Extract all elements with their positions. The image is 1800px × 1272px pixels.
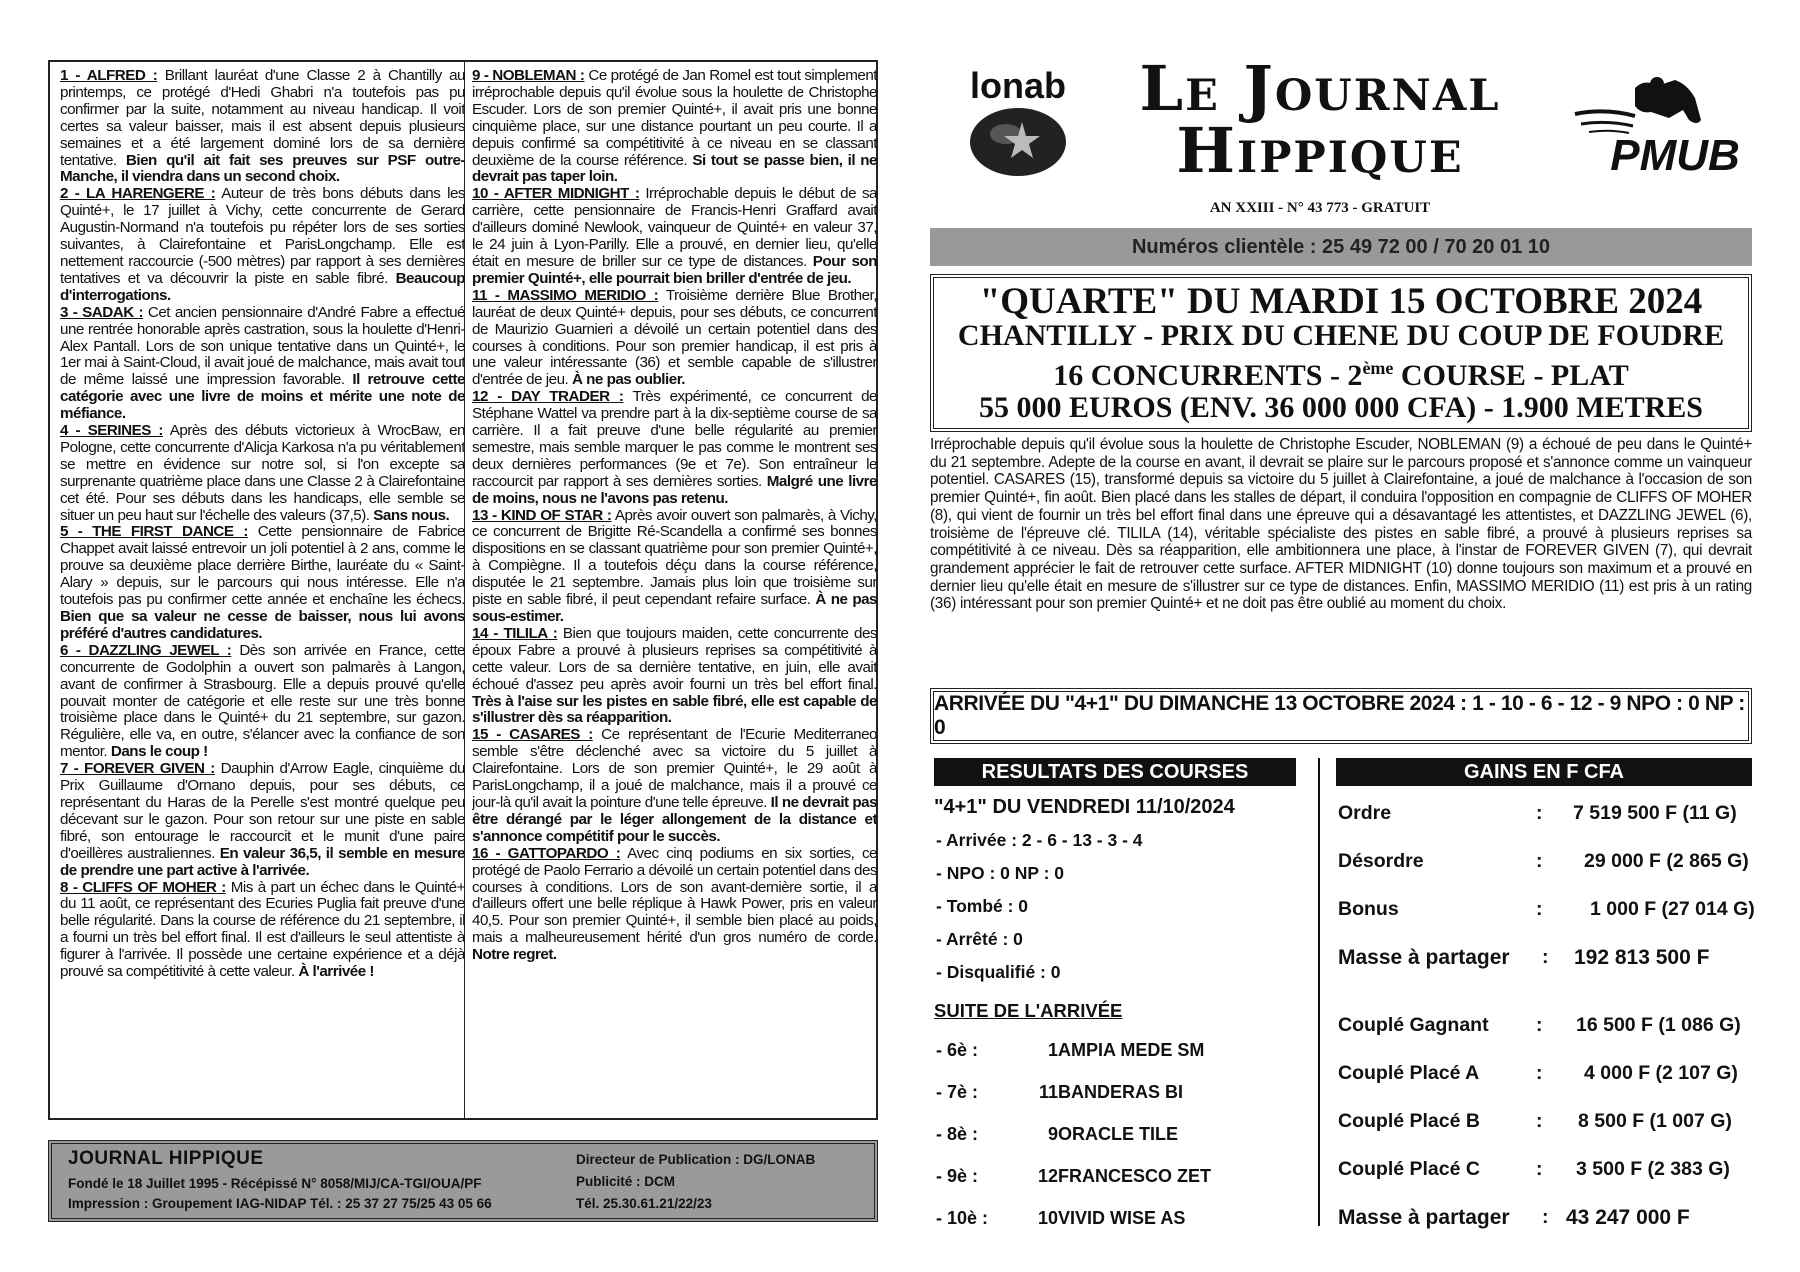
horse-verdict: À ne pas oublier. [571,371,685,389]
horse-comment: Avec cinq podiums en six sorties, ce protégé de Paolo Ferrario a dévoilé un certain potentiel dans des courses à conditions. Lors de son avant-dernière sortie, il a d'ailleurs offert une belle réplique à Hawk Power, pris en valeur 40,5. Pour son premier Quinté+, il semble bien placé au poids, mais a malheureusement hérité d'un gros numéro de corde. [472,844,877,947]
lonab-logo [960,64,1080,180]
footer-title: JOURNAL HIPPIQUE [68,1148,264,1169]
horse-comment: Auteur de très bons débuts dans les Quinté+, le 17 juillet à Vichy, cette concurrente de Gerard Augustin-Normand n'a toutefois pu répéter lors de ses sorties suivantes, à Clairefontaine et ParisLongchamp. Elle est nettement raccourcie (-500 mètres) par rapport à ses dernières tentatives et va découvrir la piste en sable fibré. [60,185,465,287]
gain-row: Désordre : 29 000 F (2 865 G) [1338,850,1749,872]
result-line: - Arrêté : 0 [936,929,1023,949]
suite-number: 9 [1047,1124,1058,1144]
publication-footer [48,1140,878,1222]
result-line: - Arrivée : 2 - 6 - 13 - 3 - 4 [936,830,1143,850]
pmub-logo-text: PMUB [1610,131,1740,180]
issue-line: AN XXIII - N° 43 773 - GRATUIT [1209,200,1431,216]
masthead-title [1090,52,1550,187]
suite-horse: AMPIA MEDE SM [1058,1040,1205,1060]
horse-comment: Dauphin d'Arrow Eagle, cinquième du Prix Guillaume d'Ornano depuis, pour ses débuts, ce représentant du Haras de la Perelle s'est montré quelque peu décevant sur le gazon. Pour son retour sur une piste en sable fibré, son entourage le raccourcit et le munit d'une paire d'oeillères australiennes. [60,760,465,862]
headline-prize: 55 000 EUROS (ENV. 36 000 000 CFA) - 1.900 METRES [979,391,1703,424]
horse-verdict: Sans nous. [373,506,450,524]
gain-value: 3 500 F (2 383 G) [1576,1158,1730,1180]
gain-value: 16 500 F (1 086 G) [1576,1014,1741,1036]
horse-comment: Ce protégé de Jan Romel est tout simplement irréprochable depuis qu'il évolue sous la houlette de Christophe Escuder. Lors de son premier Quinté+, il avait pris une bonne cinquième place, sur une distance pourtant un peu courte. Il a depuis confirmé sa compétitivité à ce niveau en se classant deuxième de la course référence. [472,68,877,169]
suite-horse: BANDERAS BI [1058,1082,1184,1102]
gain-row: Couplé Placé B : 8 500 F (1 007 G) [1338,1110,1732,1132]
horse-verdict: Malgré une livre de moins, nous ne l'avons pas retenu. [472,472,877,507]
race-headline-box [930,274,1752,432]
horse-name: 5 - THE FIRST DANCE : [60,523,248,541]
horse-entry [472,186,877,287]
gains-header: GAINS EN F CFA [1336,758,1752,786]
horse-comment: Après des débuts victorieux à WrocBaw, en Pologne, cette concurrente d'Alicja Karkosa n'a pu véritablement se mettre en évidence sur notre sol, si l'on excepte sa surprenante quatrième place dans une Classe 2 à Clairefontaine cet été. Pour ses débuts dans les handicaps, elle semble se situer un peu haut sur l'échelle des valeurs (37,5). [60,422,465,524]
race-summary: Irréprochable depuis qu'il évolue sous la houlette de Christophe Escuder, NOBLEMAN (9) a échoué de peu dans le Quinté+ du 21 septembre. Adepte de la course en avant, il devrait se plaire sur le parcours proposé et s'annonce comme un vainqueur potentiel. CASARES (15), transformé depuis sa victoire du 5 juillet à Clairefontaine, a joué de malchance à l'occasion de son premier Quinté+, fin août. Bien placé dans les stalles de départ, il conduira l'opposition en compagnie de CLIFFS OF MOHER (8), qui vient de fournir un très bel effort final dans une épreuve qui a désavantagé les attentistes, et DAZZLING JEWEL (6), troisième de l'épreuve clé. TILILA (14), véritable spécialiste des pistes en sable fibré, a prouvé à plusieurs reprises sa compétitivité à ce niveau. Dès sa réapparition, elle ambitionnera une place, à l'instar de FOREVER GIVEN (7), qui devrait grandement apprécier le fait de retrouver cette surface. AFTER MIDNIGHT (10) donne toujours son maximum et a prouvé en dernier lieu qu'elle était en mesure de s'illustrer sur ce type de distances. Enfin, MASSIMO MERIDIO (11) est pris à un rating (36) intéressant pour son premier Quinté+ et ne doit pas être oublié au moment du choix. [930,436,1752,613]
horse-name: 7 - FOREVER GIVEN : [60,760,215,778]
suite-rank: - 10è : [936,1208,989,1228]
horse-verdict: À l'arrivée ! [298,963,374,981]
result-line: - NPO : 0 NP : 0 [936,863,1065,883]
horse-verdict: Dans le coup ! [110,743,208,761]
gain-value: 192 813 500 F [1574,946,1710,969]
results-subtitle: "4+1" DU VENDREDI 11/10/2024 [934,796,1235,818]
horse-verdict: Notre regret. [472,946,557,964]
horse-comment: Brillant lauréat d'une Classe 2 à Chantilly au printemps, ce protégé d'Hedi Ghabri n'a toutefois pas pu confirmer par la suite, notamment au niveau handicap. Il voit certes sa valeur baisser, mais il est absent depuis plusieurs semaines et a été largement dominé lors de sa dernière tentative. [60,68,465,169]
masthead-title-line2: Hippique [1176,114,1464,187]
gain-row: Ordre : 7 519 500 F (11 G) [1338,802,1737,824]
horse-entry [472,389,877,507]
horse-comment: Ce représentant de l'Ecurie Mediterraneo semble s'être déclenché avec sa victoire du 5 juillet à Clairefontaine. Lors de son premier Quinté+, le 29 août à ParisLongchamp, il a joué de malchance, mais il a prouvé ce jour-là qu'il avait la pointure d'une telle épreuve. [472,726,877,811]
horse-verdict: En valeur 36,5, il semble en mesure de prendre une part active à l'arrivée. [60,844,465,879]
horse-commentary-box [48,60,878,1120]
suite-rank: - 7è : [936,1082,979,1102]
footer-advertising: Publicité : DCM [576,1174,676,1189]
gain-value: 8 500 F (1 007 G) [1578,1110,1732,1132]
horse-name: 16 - GATTOPARDO : [472,844,621,862]
gain-value: 7 519 500 F (11 G) [1573,802,1737,824]
headline-race-name: CHANTILLY - PRIX DU CHENE DU COUP DE FOUDRE [957,319,1725,352]
masthead-title-line1: Le Journal [1139,52,1501,125]
horse-entry [60,305,465,423]
gain-row: Bonus : 1 000 F (27 014 G) [1338,898,1755,920]
suite-horse: VIVID WISE AS [1058,1208,1186,1228]
horse-verdict: Beaucoup d'interrogations. [60,269,465,304]
footer-printing: Impression : Groupement IAG-NIDAP Tél. : 25 37 27 75/25 43 05 66 [68,1196,492,1211]
horse-entry [60,524,465,642]
suite-rank: - 6è : [936,1040,979,1060]
pmub-logo [1565,70,1755,190]
gain-value: 43 247 000 F [1566,1206,1690,1229]
horse-entry [472,288,877,389]
horse-name: 12 - DAY TRADER : [472,388,624,406]
horse-comment: Bien que toujours maiden, cette concurrente des époux Fabre a prouvé à plusieurs reprises sa compétitivité à cette valeur. Lors de sa dernière tentative, en juin, elle avait échoué d'assez peu après avoir fourni un très bel effort final. [472,624,877,693]
horse-name: 8 - CLIFFS OF MOHER : [60,878,226,896]
gain-label: Désordre [1338,850,1424,872]
client-numbers-bar: Numéros clientèle : 25 49 72 00 / 70 20 01 10 [930,228,1752,266]
headline-runners: 16 CONCURRENTS - 2ème COURSE - PLAT [1053,358,1629,392]
horse-verdict: Bien que sa valeur ne cesse de baisser, nous lui avons préféré d'autres candidatures. [60,608,465,642]
horse-entry [60,880,465,981]
horse-comment: Mis à part un échec dans le Quinté+ du 11 août, ce représentant des Ecuries Puglia fait preuve d'une belle régularité. Dans la course de référence du 21 septembre, il a fourni un très bel effort final. Il est d'ailleurs le seul attentiste à figurer à l'arrivée. Il possède une certaine expérience et a déjà prouvé sa compétitivité à cette valeur. [60,878,465,981]
headline-quarte: "QUARTE" DU MARDI 15 OCTOBRE 2024 [979,281,1703,322]
result-line: - Disqualifié : 0 [936,962,1061,982]
suite-number: 1 [1047,1040,1058,1060]
gain-label: Masse à partager [1338,1206,1510,1229]
horse-name: 3 - SADAK : [60,303,144,321]
horse-verdict: Pour son premier Quinté+, elle pourrait bien briller d'entrée de jeu. [472,252,877,287]
suite-horse: FRANCESCO ZET [1058,1166,1211,1186]
horse-name: 6 - DAZZLING JEWEL : [60,641,232,659]
suite-number: 10 [1037,1208,1058,1228]
result-line: - Tombé : 0 [936,896,1029,916]
horse-comment: Très expérimenté, ce concurrent de Stéphane Wattel va prendre part à la dix-septième course de sa carrière. Il a fait preuve d'une belle régularité au premier semestre, mais semble marquer le pas comme le montrent ses deux dernières performances (9e et 7e). Son entraîneur le raccourcit par rapport à ses dernières sorties. [472,388,877,490]
horse-name: 2 - LA HARENGERE : [60,185,216,203]
horse-comment: Irréprochable depuis le début de sa carrière, cette pensionnaire de Francis-Henri Graffard avait d'ailleurs dominé Newlook, vainqueur de Quinté+ en valeur 37, le 24 juin à Lyon-Parilly. Elle a prouvé, en dernier lieu, qu'elle était en mesure de briller sur ce type de distances. [472,185,877,270]
horse-entry [472,846,877,964]
gain-label: Bonus [1338,898,1399,920]
horse-name: 1 - ALFRED : [60,68,158,84]
suite-rank: - 9è : [936,1166,979,1186]
suite-row [936,1040,1316,1062]
horse-entry [60,68,465,186]
horse-name: 9 - NOBLEMAN : [472,68,585,84]
horse-entry [472,508,877,626]
horse-entry [60,761,465,879]
gain-row: Masse à partager : 192 813 500 F [1338,946,1710,969]
gain-row: Couplé Gagnant : 16 500 F (1 086 G) [1338,1014,1741,1036]
gain-label: Couplé Placé C [1338,1158,1480,1180]
results-divider [1318,758,1320,1226]
horse-verdict: Très à l'aise sur les pistes en sable fibré, elle est capable de s'illustrer dès sa réapparition. [472,692,877,727]
gain-label: Couplé Gagnant [1338,1014,1489,1036]
suite-row [936,1082,1316,1104]
gain-label: Couplé Placé B [1338,1110,1480,1132]
horse-name: 11 - MASSIMO MERIDIO : [472,286,659,304]
gain-row: Couplé Placé A : 4 000 F (2 107 G) [1338,1062,1738,1084]
footer-director: Directeur de Publication : DG/LONAB [576,1152,816,1167]
horse-verdict: Il ne devrait pas être dérangé par le léger allongement de la distance et s'annonce compétitif pour le succès. [472,793,877,845]
gain-row: Couplé Placé C : 3 500 F (2 383 G) [1338,1158,1730,1180]
horse-entry [472,626,877,727]
horse-comment: Cet ancien pensionnaire d'André Fabre a effectué une rentrée honorable après castration, sous la houlette d'Henri-Alex Pantall. Lors de son unique tentative dans un Quinté+, le 1er mai à Saint-Cloud, il avait joué de malchance, mais avait tout de même laissé une impression favorable. [60,303,465,389]
footer-phone: Tél. 25.30.61.21/22/23 [576,1196,712,1211]
suite-title: SUITE DE L'ARRIVÉE [934,1000,1123,1021]
horse-verdict: Bien qu'il ait fait ses preuves sur PSF outre-Manche, il viendra dans un second choix. [60,151,465,186]
horse-verdict: Si tout se passe bien, il ne devrait pas taper loin. [472,151,877,186]
horse-entry [60,643,465,761]
horse-comment: Après avoir ouvert son palmarès, à Vichy, ce concurrent de Brigitte Ré-Scandella a confirmé ses bonnes dispositions en se classant quatrième pour son premier Quinté+, à Compiègne. Il a toutefois déçu dans la course référence, disputée le 21 septembre. Jamais plus loin que troisième sur piste en sable fibré, il peut cependant refaire surface. [472,506,877,609]
results-header: RESULTATS DES COURSES [934,758,1296,786]
gain-value: 4 000 F (2 107 G) [1584,1062,1738,1084]
horse-verdict: À ne pas sous-estimer. [472,591,877,625]
gain-row: Masse à partager : 43 247 000 F [1338,1206,1690,1229]
horse-comment: Troisième derrière Blue Brother, lauréat de deux Quinté+ depuis, pour ses débuts, ce concurrent de Maurizio Guarnieri a dévoilé un certain potentiel dans des courses à conditions. Pour son premier handicap, il est pris à une valeur intéressante (36) et semble capable de s'illustrer d'entrée de jeu. [472,286,877,389]
horse-name: 10 - AFTER MIDNIGHT : [472,185,640,203]
horse-entry [60,186,465,304]
horse-name: 14 - TILILA : [472,624,558,642]
gain-value: 29 000 F (2 865 G) [1584,850,1749,872]
gain-label: Masse à partager [1338,946,1510,969]
commentary-column-1 [60,68,465,1112]
suite-horse: ORACLE TILE [1058,1124,1178,1144]
horse-verdict: Il retrouve cette catégorie avec une livre de moins et mérite une note de méfiance. [60,371,465,423]
horse-comment: Dès son arrivée en France, cette concurrente de Godolphin a ouvert son palmarès à Langon, avant de confirmer à Strasbourg. Elle a depuis prouvé qu'elle pouvait monter de catégorie et elle reste sur une très bonne troisième place dans le Quinté+ du 21 septembre, sur gazon. Régulière, elle va, en outre, s'élancer avec la confiance de son mentor. [60,641,465,761]
gain-label: Couplé Placé A [1338,1062,1480,1084]
horse-comment: Cette pensionnaire de Fabrice Chappet avait laissé entrevoir un joli potentiel à 2 ans, comme le prouve sa deuxième place derrière Birthe, lauréate du « Saint-Alary » depuis, sur le parcours qui nous intéresse. Elle n'a toutefois pas pu confirmer cette année et enchaîne les échecs. [60,523,465,609]
suite-row [936,1124,1316,1146]
lonab-ball-icon [960,64,1080,180]
gain-label: Ordre [1338,802,1392,824]
commentary-column-2 [472,68,877,1112]
jockey-horse-icon [1565,70,1755,190]
gain-value: 1 000 F (27 014 G) [1590,898,1755,920]
arrivee-result: ARRIVÉE DU "4+1" DU DIMANCHE 13 OCTOBRE 2024 : 1 - 10 - 6 - 12 - 9 NPO : 0 NP : 0 [930,688,1752,744]
lonab-logo-text: lonab [970,65,1066,106]
horse-name: 4 - SERINES : [60,422,163,440]
horse-name: 13 - KIND OF STAR : [472,506,612,524]
suite-number: 11 [1038,1082,1058,1102]
horse-name: 15 - CASARES : [472,726,593,744]
horse-entry [60,423,465,524]
suite-rank: - 8è : [936,1124,979,1144]
horse-entry [472,727,877,845]
horse-entry [472,68,877,186]
suite-number: 12 [1037,1166,1058,1186]
suite-row [936,1166,1316,1188]
footer-founded: Fondé le 18 Juillet 1995 - Récépissé N° 8058/MIJ/CA-TGI/OUA/PF [68,1176,482,1191]
suite-row [936,1208,1316,1230]
